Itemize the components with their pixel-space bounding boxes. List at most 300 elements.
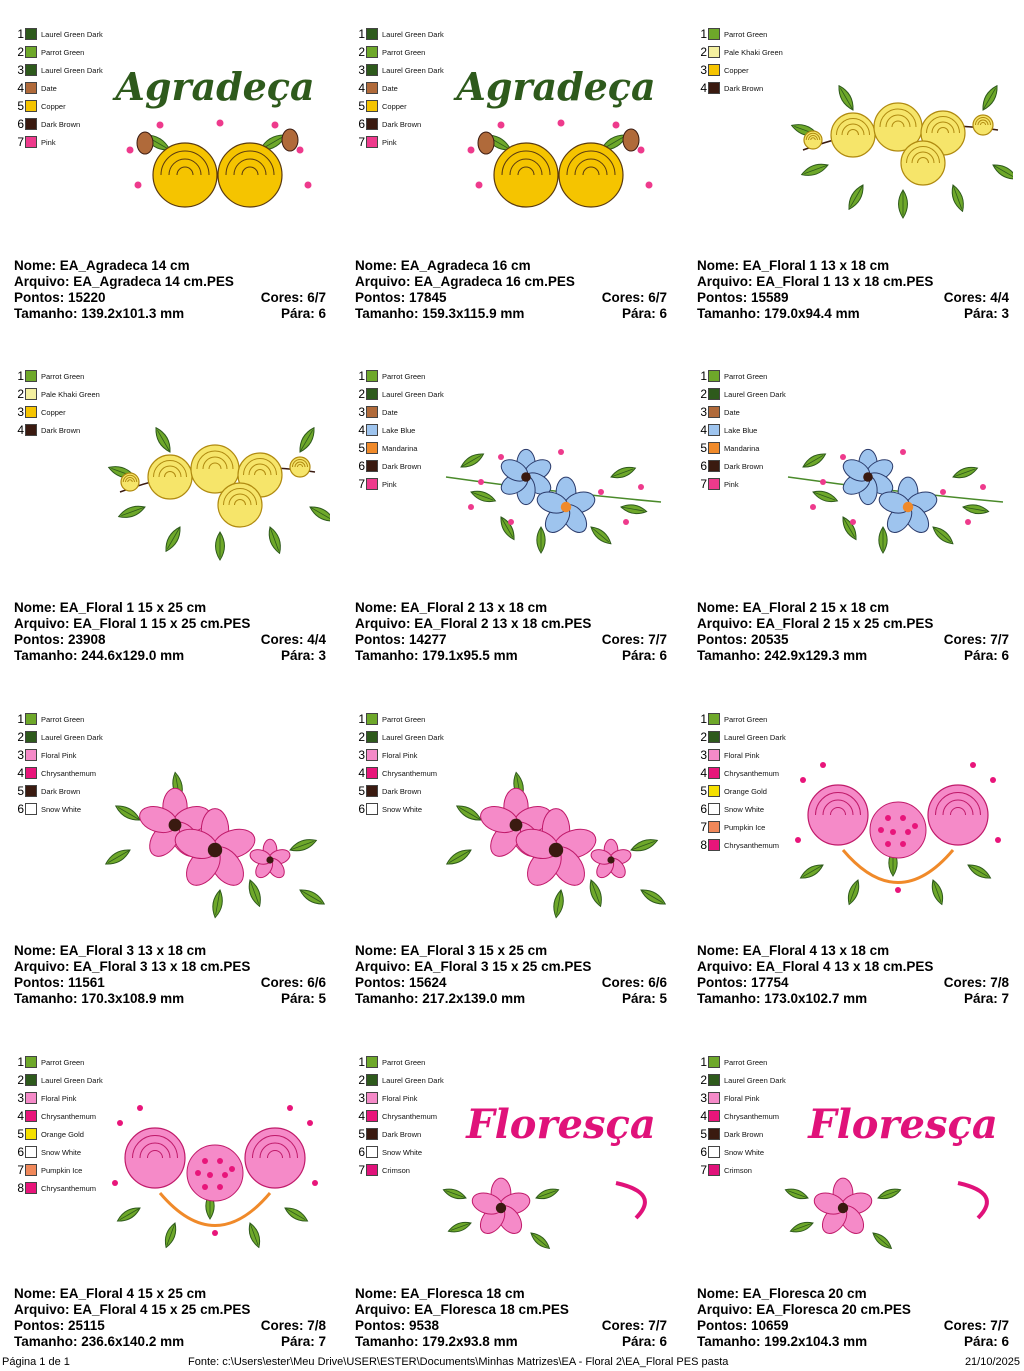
leaf-shape [470,488,497,505]
thread-color-swatch [25,785,37,797]
thread-color-row [697,728,786,746]
thread-step-number: 2 [17,45,24,59]
detail-arquivo: Arquivo: EA_Floral 3 13 x 18 cm.PES [14,959,251,974]
thread-color-legend [14,710,103,818]
leaf-shape [962,503,989,516]
footer-page-number: Página 1 de 1 [2,1356,70,1368]
thread-step-number: 3 [358,63,365,77]
detail-cores: Cores: 7/8 [260,1318,326,1333]
thread-color-swatch [366,460,378,472]
dot-shape [980,484,986,490]
thread-color-name: Parrot Green [382,371,426,381]
leaf-shape [445,846,474,868]
detail-para: Pára: 7 [280,1334,326,1349]
thread-step-number: 1 [358,1055,365,1069]
thread-color-swatch [708,478,720,490]
embroidery-preview-image [100,1083,330,1263]
detail-line [14,1302,326,1318]
thread-color-row [355,421,444,439]
dot-shape [207,1172,213,1178]
leaf-shape [798,861,825,881]
detail-arquivo: Arquivo: EA_Floral 2 15 x 25 cm.PES [697,616,934,631]
thread-color-swatch [25,46,37,58]
thread-color-swatch [708,839,720,851]
leaf-shape [442,1186,467,1201]
thread-color-swatch [366,1164,378,1176]
thread-step-number: 2 [358,1073,365,1087]
thread-color-row [697,764,786,782]
thread-color-swatch [708,1146,720,1158]
thread-color-name: Floral Pink [724,1093,760,1103]
leaf-shape [812,488,839,505]
detail-line [355,632,667,648]
leaf-shape [949,183,967,212]
thread-step-number: 6 [700,1145,707,1159]
detail-line [355,616,667,632]
detail-para: Pára: 3 [963,306,1009,321]
dot-shape [117,1120,123,1126]
leaf-shape [839,515,859,542]
thread-color-row [355,764,444,782]
flower-shape [589,839,633,880]
detail-arquivo: Arquivo: EA_Floral 1 13 x 18 cm.PES [697,274,934,289]
thread-color-row [697,818,786,836]
leaf-shape [308,503,330,525]
embroidery-preview-image [441,397,671,577]
thread-step-number: 5 [358,99,365,113]
thread-color-swatch [25,424,37,436]
dot-shape [646,182,653,189]
thread-step-number: 3 [17,748,24,762]
dot-shape [212,1230,218,1236]
design-card [683,685,1024,1028]
thread-step-number: 8 [17,1181,24,1195]
detail-para: Pára: 6 [280,306,326,321]
thread-color-swatch [25,64,37,76]
detail-cores: Cores: 7/7 [601,632,667,647]
thread-color-name: Laurel Green Dark [724,732,786,742]
detail-line [697,959,1009,975]
thread-color-name: Pink [41,137,56,147]
leaf-shape [537,527,545,553]
thread-color-name: Orange Gold [724,786,767,796]
thread-step-number: 6 [700,802,707,816]
thread-color-swatch [366,713,378,725]
dot-shape [995,837,1001,843]
thread-color-name: Laurel Green Dark [724,1075,786,1085]
dot-shape [885,815,891,821]
thread-color-name: Floral Pink [382,750,418,760]
detail-line [14,616,326,632]
thread-color-name: Snow White [382,804,423,814]
detail-arquivo: Arquivo: EA_Agradeca 16 cm.PES [355,274,575,289]
detail-arquivo: Arquivo: EA_Floresca 18 cm.PES [355,1302,569,1317]
detail-nome: Nome: EA_Floral 4 13 x 18 cm [697,943,890,958]
thread-color-swatch [708,731,720,743]
rose-shape [153,143,217,207]
detail-tamanho: Tamanho: 179.1x95.5 mm [355,648,518,663]
thread-color-swatch [366,785,378,797]
detail-line [14,306,326,322]
design-card [0,1028,342,1371]
thread-color-row [697,403,786,421]
thread-step-number: 1 [358,369,365,383]
thread-color-row [14,764,103,782]
thread-color-row [14,1107,103,1125]
thread-color-row [355,25,444,43]
thread-step-number: 2 [700,1073,707,1087]
thread-color-legend [697,367,786,493]
thread-step-number: 6 [17,117,24,131]
thread-color-row [14,728,103,746]
thread-step-number: 6 [358,459,365,473]
rose-shape [901,141,945,185]
thread-color-name: Parrot Green [724,714,768,724]
leaf-shape [529,1230,552,1251]
design-details [14,600,326,664]
detail-line [697,258,1009,274]
detail-line [697,632,1009,648]
detail-line [697,616,1009,632]
dot-shape [305,182,312,189]
detail-line [697,306,1009,322]
detail-cores: Cores: 6/7 [601,290,667,305]
thread-color-name: Chrysanthemum [41,1111,97,1121]
thread-step-number: 4 [700,81,707,95]
thread-color-name: Pumpkin Ice [724,822,766,832]
thread-color-name: Chrysanthemum [382,768,438,778]
detail-line [14,258,326,274]
leaf-shape [298,886,327,908]
thread-color-name: Pink [382,479,397,489]
flower-shape [248,839,292,880]
embroidery-preview-image [783,1083,1013,1263]
thread-step-number: 3 [17,405,24,419]
thread-color-name: Snow White [382,1147,423,1157]
leaf-shape [246,878,264,907]
thread-color-row [355,1161,444,1179]
thread-color-swatch [25,1056,37,1068]
dot-shape [558,120,565,127]
thread-color-swatch [25,1128,37,1140]
rose-shape [808,785,868,845]
thread-color-legend [14,25,103,151]
thread-color-row [14,43,103,61]
leaf-shape [459,450,486,470]
detail-tamanho: Tamanho: 139.2x101.3 mm [14,306,185,321]
leaf-shape [104,846,133,868]
thread-color-swatch [366,388,378,400]
dot-shape [498,454,504,460]
thread-color-name: Copper [382,101,407,111]
thread-color-row [697,367,786,385]
thread-color-swatch [25,1074,37,1086]
detail-cores: Cores: 4/4 [943,290,1009,305]
embroidery-preview-image [783,397,1013,577]
design-details [14,943,326,1007]
detail-para: Pára: 6 [621,648,667,663]
thread-step-number: 3 [358,405,365,419]
dot-shape [965,519,971,525]
thread-color-name: Dark Brown [724,1129,764,1139]
thread-color-row [14,97,103,115]
dot-shape [820,762,826,768]
thread-color-row [355,367,444,385]
thread-color-row [697,43,783,61]
thread-step-number: 3 [358,1091,365,1105]
detail-line [14,1286,326,1302]
thread-color-name: Orange Gold [41,1129,84,1139]
rose-shape [148,455,192,499]
thread-color-swatch [708,1164,720,1176]
detail-pontos: Pontos: 14277 [355,632,447,647]
leaf-shape [871,1230,894,1251]
embroidery-preview-image [441,55,671,235]
thread-color-name: Chrysanthemum [724,768,780,778]
dot-shape [940,489,946,495]
thread-color-row [14,115,103,133]
embroidery-preview-image [783,55,1013,235]
flower-shape [470,1178,533,1238]
leaf-shape [535,1186,560,1201]
dot-shape [878,827,884,833]
thread-color-row [355,133,444,151]
design-card [341,1028,683,1371]
thread-color-swatch [708,82,720,94]
thread-step-number: 6 [358,802,365,816]
leaf-shape [835,84,857,113]
thread-step-number: 1 [17,1055,24,1069]
thread-color-name: Crimson [382,1165,410,1175]
thread-color-row [355,79,444,97]
thread-color-row [355,403,444,421]
thread-color-swatch [25,749,37,761]
thread-color-swatch [366,1110,378,1122]
detail-pontos: Pontos: 17845 [355,290,447,305]
detail-cores: Cores: 4/4 [260,632,326,647]
thread-color-legend [355,1053,444,1179]
detail-line [14,991,326,1007]
thread-color-name: Laurel Green Dark [41,1075,103,1085]
thread-step-number: 1 [17,369,24,383]
thread-color-name: Laurel Green Dark [724,389,786,399]
dot-shape [112,1180,118,1186]
thread-color-swatch [708,1110,720,1122]
thread-color-swatch [25,370,37,382]
thread-color-swatch [708,1074,720,1086]
thread-color-name: Copper [724,65,749,75]
thread-step-number: 1 [358,712,365,726]
leaf-shape [283,1204,310,1224]
design-details [697,600,1009,664]
thread-color-name: Pale Khaki Green [41,389,100,399]
thread-step-number: 4 [358,766,365,780]
thread-color-row [697,421,786,439]
dot-shape [272,122,279,129]
thread-color-swatch [25,1182,37,1194]
thread-color-swatch [366,100,378,112]
detail-line [355,290,667,306]
thread-color-row [14,133,103,151]
thread-step-number: 5 [700,1127,707,1141]
embroidery-preview-image [441,1083,671,1263]
thread-color-swatch [25,1110,37,1122]
thread-step-number: 5 [17,1127,24,1141]
thread-color-name: Parrot Green [382,714,426,724]
detail-line [697,943,1009,959]
leaf-shape [117,503,146,521]
detail-line [14,632,326,648]
flower-shape [812,1178,875,1238]
thread-color-swatch [366,118,378,130]
thread-step-number: 4 [358,1109,365,1123]
detail-tamanho: Tamanho: 170.3x108.9 mm [14,991,185,1006]
design-card [683,1028,1024,1371]
dot-shape [613,122,620,129]
detail-arquivo: Arquivo: EA_Floral 4 15 x 25 cm.PES [14,1302,251,1317]
dot-shape [623,519,629,525]
dot-shape [222,1172,228,1178]
thread-color-row [14,1179,103,1197]
detail-nome: Nome: EA_Floresca 18 cm [355,1286,525,1301]
leaf-shape [266,525,284,554]
design-details [697,258,1009,322]
thread-color-row [697,385,786,403]
detail-cores: Cores: 6/6 [601,975,667,990]
detail-line [355,600,667,616]
design-card [341,0,683,343]
leaf-shape [588,524,613,547]
detail-line [355,1334,667,1350]
thread-step-number: 1 [700,1055,707,1069]
thread-step-number: 3 [700,63,707,77]
leaf-shape [552,889,566,918]
thread-color-row [355,1107,444,1125]
detail-nome: Nome: EA_Floral 2 15 x 18 cm [697,600,890,615]
thread-color-swatch [708,406,720,418]
thread-color-swatch [366,82,378,94]
thread-color-swatch [366,1128,378,1140]
thread-step-number: 1 [700,27,707,41]
thread-color-name: Date [41,83,57,93]
thread-color-name: Copper [41,101,66,111]
thread-color-name: Pink [382,137,397,147]
bud-shape [282,129,298,151]
dot-shape [202,1158,208,1164]
thread-color-row [14,710,103,728]
thread-step-number: 2 [358,730,365,744]
dot-shape [202,1184,208,1190]
dot-shape [900,449,906,455]
detail-line [697,1302,1009,1318]
thread-color-row [14,746,103,764]
dot-shape [468,504,474,510]
thread-step-number: 1 [17,27,24,41]
thread-step-number: 4 [358,423,365,437]
leaf-shape [288,836,317,854]
dot-shape [476,182,483,189]
detail-nome: Nome: EA_Floral 2 13 x 18 cm [355,600,548,615]
detail-pontos: Pontos: 20535 [697,632,789,647]
thread-color-legend [697,710,786,854]
thread-color-name: Laurel Green Dark [382,389,444,399]
thread-color-row [355,800,444,818]
detail-tamanho: Tamanho: 199.2x104.3 mm [697,1334,868,1349]
thread-color-name: Dark Brown [724,461,764,471]
thread-color-swatch [708,1056,720,1068]
leaf-shape [629,836,658,854]
leaf-shape [246,1222,263,1249]
thread-step-number: 7 [17,135,24,149]
leaf-shape [115,1204,142,1224]
thread-step-number: 2 [700,730,707,744]
thread-color-legend [355,710,444,818]
design-card [683,0,1024,343]
thread-color-swatch [366,136,378,148]
thread-step-number: 3 [17,1091,24,1105]
detail-line [355,1302,667,1318]
detail-tamanho: Tamanho: 242.9x129.3 mm [697,648,868,663]
thread-color-name: Dark Brown [724,83,764,93]
detail-cores: Cores: 6/6 [260,975,326,990]
detail-cores: Cores: 7/7 [943,632,1009,647]
dot-shape [229,1166,235,1172]
thread-color-row [14,1071,103,1089]
thread-color-name: Laurel Green Dark [382,29,444,39]
thread-step-number: 7 [700,1163,707,1177]
rose-shape [218,143,282,207]
detail-para: Pára: 6 [621,1334,667,1349]
thread-color-name: Chrysanthemum [382,1111,438,1121]
thread-color-row [697,1089,786,1107]
design-card [0,685,342,1028]
detail-nome: Nome: EA_Floral 1 13 x 18 cm [697,258,890,273]
dot-shape [795,837,801,843]
thread-color-row [697,61,783,79]
thread-color-row [14,367,100,385]
detail-line [355,306,667,322]
thread-color-name: Floral Pink [41,750,77,760]
thread-color-swatch [708,749,720,761]
leaf-shape [952,464,979,481]
leaf-shape [930,524,955,547]
thread-color-swatch [366,1092,378,1104]
thread-color-name: Parrot Green [41,1057,85,1067]
thread-step-number: 1 [700,712,707,726]
thread-color-name: Date [382,407,398,417]
thread-color-swatch [25,1146,37,1158]
detail-line [14,1334,326,1350]
detail-line [355,274,667,290]
thread-step-number: 5 [358,784,365,798]
thread-color-row [697,25,783,43]
thread-color-name: Parrot Green [724,371,768,381]
dot-shape [558,449,564,455]
leaf-shape [877,1186,902,1201]
thread-color-swatch [25,82,37,94]
detail-line [355,648,667,664]
detail-cores: Cores: 7/8 [943,975,1009,990]
leaf-shape [620,503,647,516]
thread-color-row [14,1053,103,1071]
detail-cores: Cores: 6/7 [260,290,326,305]
thread-color-row [355,1089,444,1107]
dot-shape [890,829,896,835]
footer-source-path: Fonte: c:\Users\ester\Meu Drive\USER\ESTER\Documents\Minhas Matrizes\EA - Floral 2\EA_Floral PES pasta [188,1356,729,1368]
thread-color-row [697,439,786,457]
thread-step-number: 5 [358,441,365,455]
rose-shape [121,473,139,491]
